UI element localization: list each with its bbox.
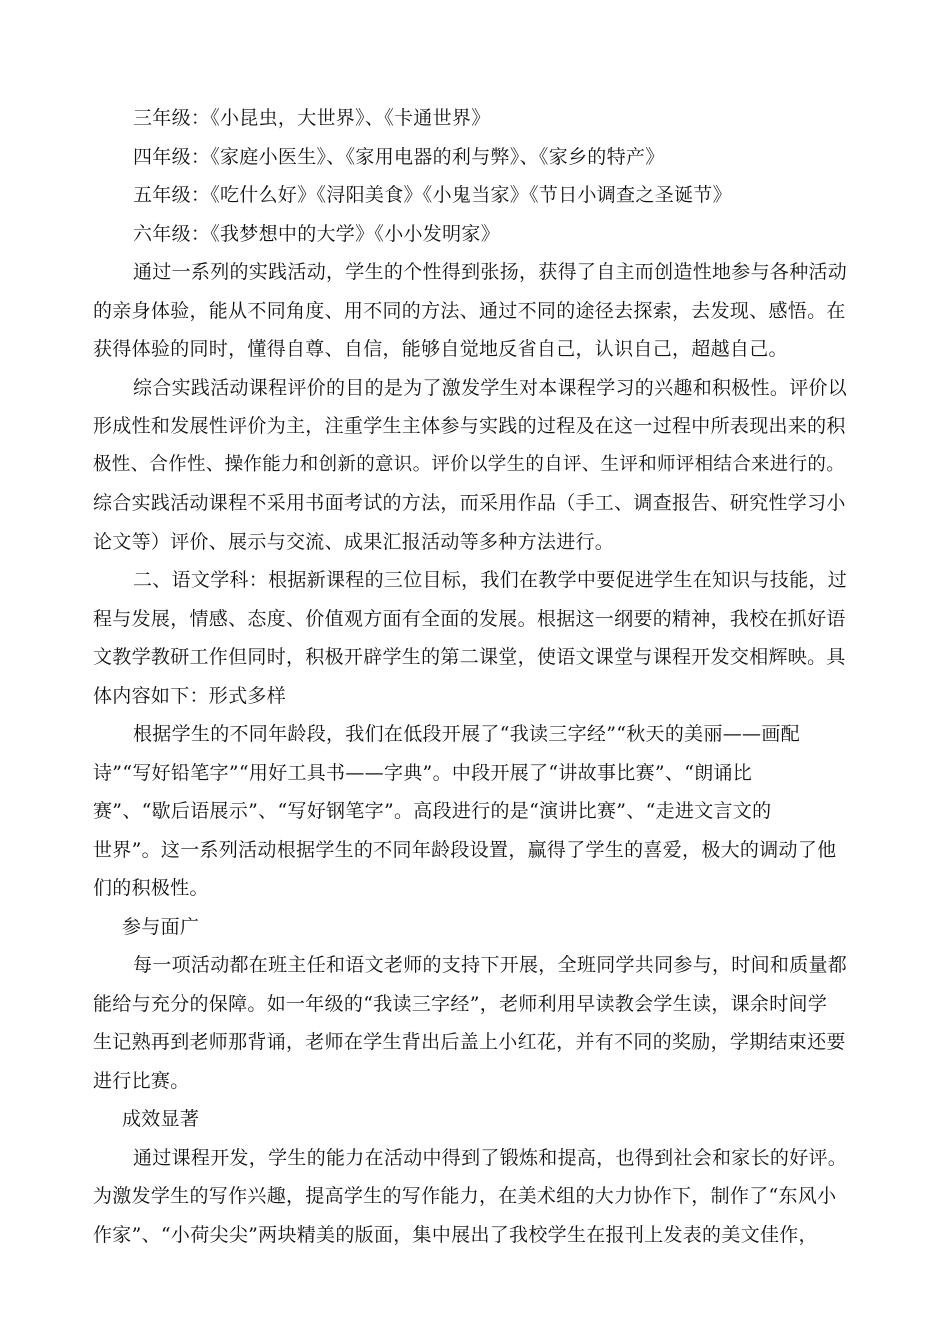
text-line: 四年级：《家庭小医生》、《家用电器的利与弊》、《家乡的特产》 bbox=[133, 146, 665, 168]
text-line: 极性、合作性、操作能力和创新的意识。评价以学生的自评、生评和师评相结合来进行的。 bbox=[93, 454, 846, 475]
text-line: 作家”、“小荷尖尖”两块精美的版面，集中展出了我校学生在报刊上发表的美文佳作， bbox=[93, 1224, 818, 1246]
text-line: 综合实践活动课程评价的目的是为了激发学生对本课程学习的兴趣和积极性。评价以 bbox=[133, 377, 848, 399]
text-line: 综合实践活动课程不采用书面考试的方法，而采用作品（手工、调查报告、研究性学习小 bbox=[93, 492, 846, 514]
text-line: 形成性和发展性评价为主，注重学生主体参与实践的过程及在这一过程中所表现出来的积 bbox=[93, 415, 846, 437]
text-line: 文教学教研工作但同时，积极开辟学生的第二课堂，使语文课堂与课程开发交相辉映。具 bbox=[93, 646, 846, 668]
text-line: 六年级：《我梦想中的大学》《小小发明家》 bbox=[133, 223, 501, 245]
text-line: 获得体验的同时，懂得自尊、自信，能够自觉地反省自己，认识自己，超越自己。 bbox=[93, 338, 788, 360]
text-line: 的亲身体验，能从不同角度、用不同的方法、通过不同的途径去探索，去发现、感悟。在 bbox=[93, 300, 846, 322]
text-line: 能给与充分的保障。如一年级的“我读三字经”，老师利用早读教会学生读，课余时间学 bbox=[93, 993, 828, 1015]
text-line: 二、语文学科：根据新课程的三位目标，我们在教学中要促进学生在知识与技能，过 bbox=[133, 569, 848, 591]
text-line: 进行比赛。 bbox=[93, 1070, 190, 1092]
text-line: 参与面广 bbox=[122, 916, 200, 938]
text-line: 论文等）评价、展示与交流、成果汇报活动等多种方法进行。 bbox=[93, 531, 615, 553]
text-line: 为激发学生的写作兴趣，提高学生的写作能力，在美术组的大力协作下，制作了“东风小 bbox=[93, 1185, 837, 1207]
text-line: 诗”“写好铅笔字”“用好工具书——字典”。中段开展了“讲故事比赛”、“朗诵比 bbox=[93, 762, 753, 784]
text-line: 根据学生的不同年龄段，我们在低段开展了“我读三字经”“秋天的美丽——画配 bbox=[133, 723, 800, 745]
text-line: 们的积极性。 bbox=[93, 877, 209, 899]
text-line: 每一项活动都在班主任和语文老师的支持下开展，全班同学共同参与，时间和质量都 bbox=[133, 954, 848, 976]
text-line: 三年级：《小昆虫，大世界》、《卡通世界》 bbox=[133, 107, 491, 129]
text-line: 通过课程开发，学生的能力在活动中得到了锻炼和提高，也得到社会和家长的好评。 bbox=[133, 1147, 848, 1169]
text-line: 通过一系列的实践活动，学生的个性得到张扬，获得了自主而创造性地参与各种活动 bbox=[133, 261, 848, 283]
text-line: 成效显著 bbox=[122, 1108, 200, 1130]
text-line: 五年级：《吃什么好》《浔阳美食》《小鬼当家》《节日小调查之圣诞节》 bbox=[133, 184, 732, 206]
text-line: 程与发展，情感、态度、价值观方面有全面的发展。根据这一纲要的精神，我校在抓好语 bbox=[93, 608, 846, 630]
text-line: 体内容如下：形式多样 bbox=[93, 685, 287, 707]
text-line: 生记熟再到老师那背诵，老师在学生背出后盖上小红花，并有不同的奖励，学期结束还要 bbox=[93, 1031, 846, 1053]
text-line: 世界”。这一系列活动根据学生的不同年龄段设置，赢得了学生的喜爱，极大的调动了他 bbox=[93, 839, 837, 861]
text-line: 赛”、“歇后语展示”、“写好钢笔字”。高段进行的是“演讲比赛”、“走进文言文的 bbox=[93, 800, 772, 822]
